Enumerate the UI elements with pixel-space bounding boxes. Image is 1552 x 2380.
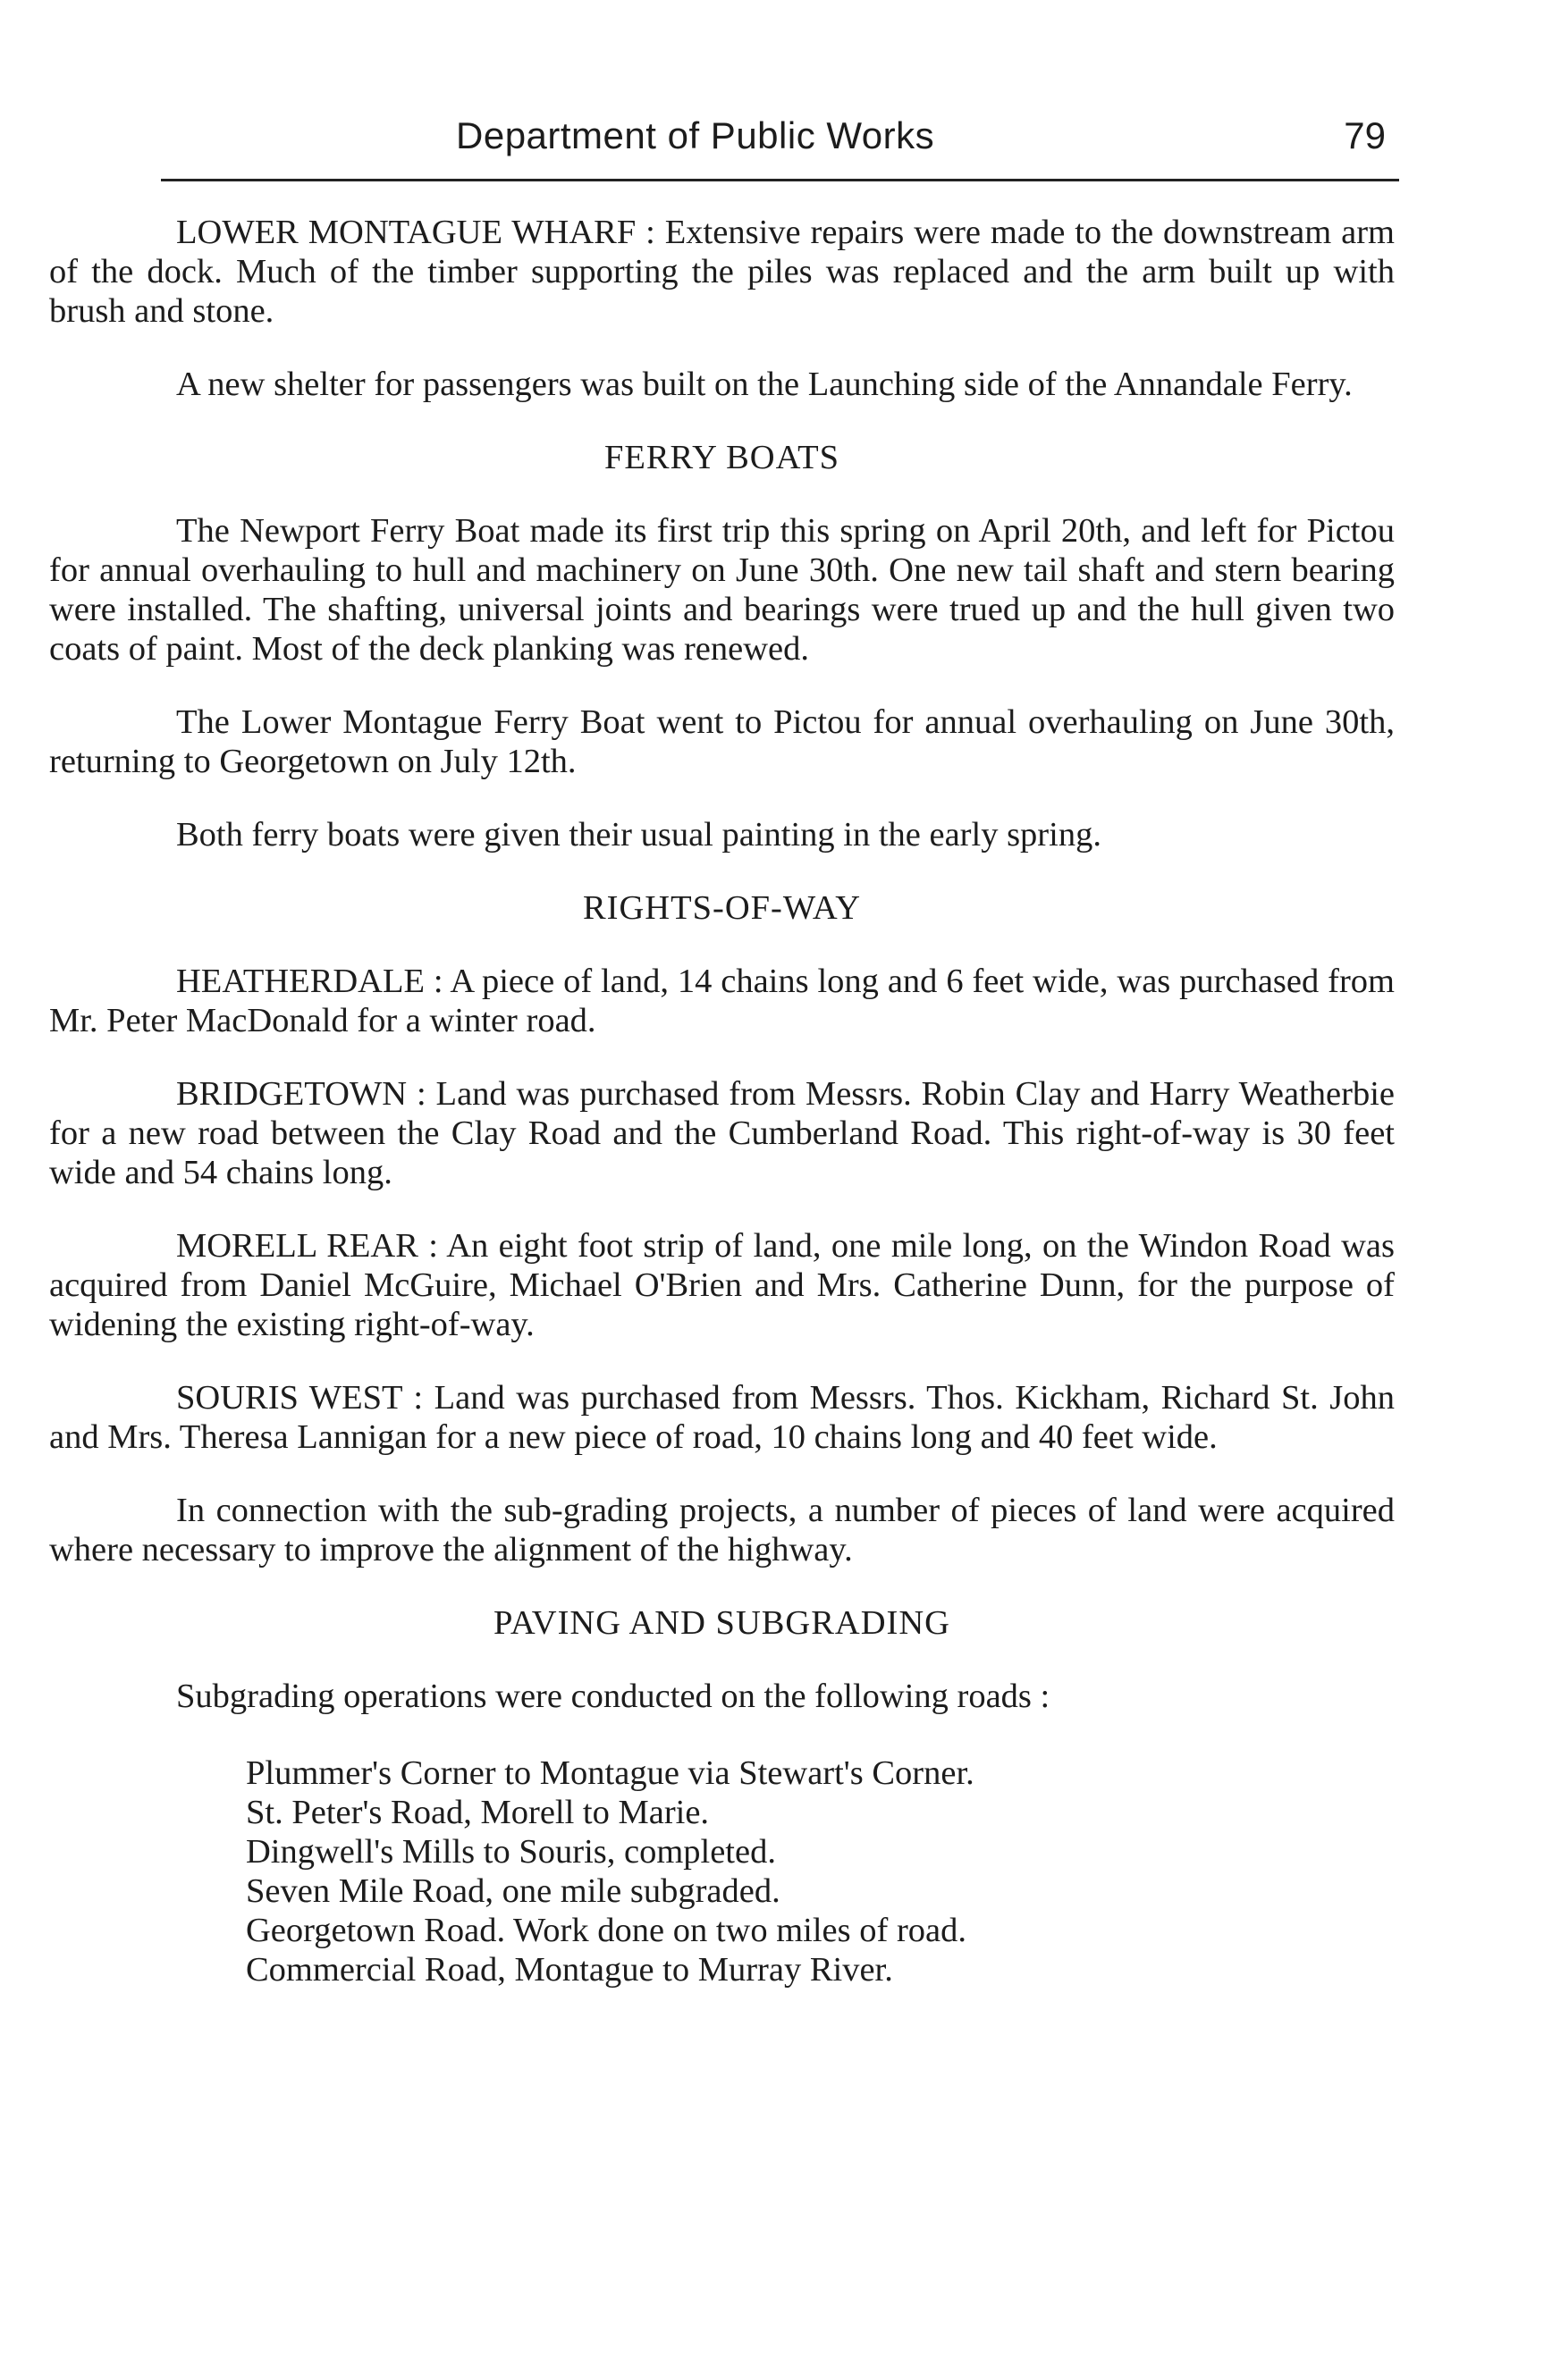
paragraph-lower-montague-ferry: The Lower Montague Ferry Boat went to Pictou for annual overhauling on June 30th, returning to Georgetown on July 12th. xyxy=(49,703,1395,780)
paragraph-heatherdale: HEATHERDALE : A piece of land, 14 chains long and 6 feet wide, was purchased from Mr. Peter MacDonald for a winter road. xyxy=(49,963,1395,1039)
roads-list xyxy=(49,1753,1395,1989)
page-number: 79 xyxy=(1344,114,1386,156)
paragraph-bridgetown: BRIDGETOWN : Land was purchased from Messrs. Robin Clay and Harry Weatherbie for a new road between the Clay Road and the Cumberland Road. This right-of-way is 30 feet wide and 54 chains long. xyxy=(49,1075,1395,1191)
list-item: Plummer's Corner to Montague via Stewart's Corner. xyxy=(246,1754,974,1792)
paragraph-morell-rear: MORELL REAR : An eight foot strip of land, one mile long, on the Windon Road was acquired from Daniel McGuire, Michael O'Brien and Mrs. Catherine Dunn, for the purpose of widening the existing right-of-way. xyxy=(49,1227,1395,1343)
list-item: Seven Mile Road, one mile subgraded. xyxy=(246,1872,780,1910)
page-header xyxy=(161,114,1395,168)
header-rule xyxy=(161,179,1399,181)
paragraph-souris-west: SOURIS WEST : Land was purchased from Messrs. Thos. Kickham, Richard St. John and Mrs. Theresa Lannigan for a new piece of road, 10 chains long and 40 feet wide. xyxy=(49,1379,1395,1456)
paragraph-newport-ferry: The Newport Ferry Boat made its first trip this spring on April 20th, and left for Pictou for annual overhauling to hull and machinery on June 30th. One new tail shaft and stern bearing were installed. The shafting, universal joints and bearings were trued up and the hull given two coats of paint. Most of the deck planking was renewed. xyxy=(49,512,1395,668)
section-heading-rights-of-way: RIGHTS-OF-WAY xyxy=(582,889,862,927)
list-item: Dingwell's Mills to Souris, completed. xyxy=(246,1833,776,1871)
section-heading-paving-subgrading: PAVING AND SUBGRADING xyxy=(493,1604,950,1642)
paragraph-painting: Both ferry boats were given their usual painting in the early spring. xyxy=(176,816,1101,854)
paragraph-annandale-shelter: A new shelter for passengers was built on the Launching side of the Annandale Ferry. xyxy=(176,366,1353,403)
section-heading-ferry-boats: FERRY BOATS xyxy=(603,439,840,476)
header-title: Department of Public Works xyxy=(456,114,935,156)
paragraph-lower-montague-wharf: LOWER MONTAGUE WHARF : Extensive repairs were made to the downstream arm of the dock. Much of the timber supporting the piles was replaced and the arm built up with brush and stone. xyxy=(49,214,1395,330)
paragraph-sub-grading-land: In connection with the sub-grading projects, a number of pieces of land were acquired where necessary to improve the alignment of the highway. xyxy=(49,1492,1395,1568)
list-item: Georgetown Road. Work done on two miles of road. xyxy=(246,1912,966,1949)
paragraph-subgrading-intro: Subgrading operations were conducted on the following roads : xyxy=(176,1678,1050,1715)
list-item: Commercial Road, Montague to Murray River. xyxy=(246,1951,893,1989)
list-item: St. Peter's Road, Morell to Marie. xyxy=(246,1794,710,1831)
page-body xyxy=(49,213,1395,1989)
